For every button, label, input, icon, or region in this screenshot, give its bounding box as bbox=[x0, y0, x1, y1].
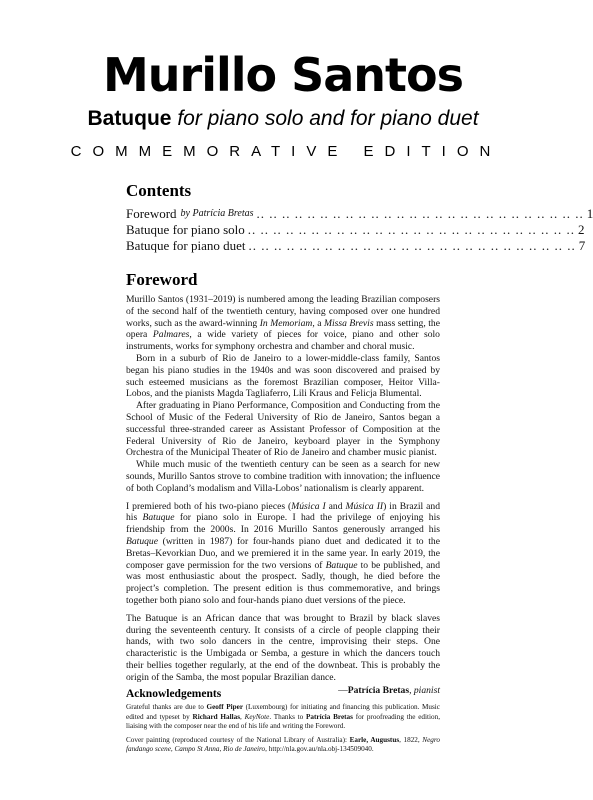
text-run-italic: Música II bbox=[345, 500, 384, 512]
foreword-paragraph-1 bbox=[126, 294, 440, 353]
text-run: and bbox=[325, 500, 346, 512]
foreword-paragraph-3: After graduating in Piano Performance, Composition and Conducting from the School of Music of the Federal University of Rio de Janeiro, Santos began a successful three-stranded career as Assistant Professor of Composition at the Federal University of Rio de Janeiro, keyboard player in the Symphony Orchestra of the Municipal Theater of Rio de Janeiro and chamber music pianist. bbox=[126, 400, 440, 459]
text-run-italic: Batuque bbox=[126, 535, 158, 547]
text-run: , a bbox=[312, 317, 324, 329]
text-run-italic: Palmares bbox=[152, 329, 190, 341]
toc-entry-title: Batuque for piano duet bbox=[126, 238, 246, 253]
text-run-italic: Batuque bbox=[142, 512, 175, 524]
toc-leader-dots: .. .. .. .. .. .. .. .. .. .. .. .. .. .. .. .. .. .. .. .. .. .. .. .. .. .. bbox=[256, 206, 584, 221]
text-run: for piano solo in Europe. I had the privilege of enjoying his friendship from the 2000s. In 2016 Murillo Santos generously arranged his bbox=[126, 512, 440, 536]
text-run: , bbox=[240, 712, 245, 721]
text-run: to be published, and was most enthusiastic about the prospect. Sadly, though, he died before the project’s completion. The present edition is thus commemorative, and brings together both piano solo and four-hands piano duet versions of the piece. bbox=[126, 559, 441, 606]
signature-dash: — bbox=[338, 684, 348, 696]
text-run-italic: Missa Brevis bbox=[324, 317, 374, 329]
foreword-paragraph-4: While much music of the twentieth century can be seen as a search for new sounds, Murillo Santos strove to combine tradition with innovation; the influence of both Copland’s modalism and Villa-Lobos’ nationalism is clearly apparent. bbox=[126, 459, 440, 494]
text-run-italic: Música I bbox=[291, 500, 326, 512]
foreword-section bbox=[126, 270, 440, 697]
toc-entry-title: Batuque for piano solo bbox=[126, 222, 245, 237]
acknowledgements-paragraph-1 bbox=[126, 703, 440, 732]
acknowledgements-paragraph-2 bbox=[126, 736, 440, 755]
text-run: , a wide variety of pieces for voice, piano and other solo instruments, works for symphony orchestra and chamber and choral music. bbox=[126, 329, 440, 353]
work-title-line bbox=[0, 106, 566, 132]
text-run-bold: Richard Hallas bbox=[192, 712, 240, 721]
foreword-paragraph-6: The Batuque is an African dance that was brought to Brazil by black slaves during the seventeenth century. It consists of a circle of people clapping their hands, with two solo dancers in the centre, improvising their steps. One characteristic is the Umbigada or Semba, a gesture in which the dancers touch their bellies together regularly, at the end of the downbeat. This is probably the origin of the Samba, the most popular Brazilian dance. bbox=[126, 612, 440, 683]
text-run-bold: Patrícia Bretas bbox=[306, 712, 353, 721]
text-run-italic: KeyNote bbox=[244, 712, 270, 721]
acknowledgements-section bbox=[126, 688, 440, 755]
text-run: (written in 1987) for four-hands piano duet and dedicated it to the Bretas–Kevorkian Duo, and we premiered it in the same year. In early 2019, the composer gave permission for the two versions of bbox=[126, 535, 440, 571]
contents-section bbox=[126, 181, 593, 254]
text-run: , 1822, bbox=[399, 735, 423, 744]
foreword-heading: Foreword bbox=[126, 270, 198, 289]
text-run-bold: Earle, Augustus bbox=[349, 735, 400, 744]
text-run: Cover painting (reproduced courtesy of the National Library of Australia): bbox=[126, 735, 350, 744]
text-run: . Thanks to bbox=[269, 712, 306, 721]
foreword-body bbox=[126, 294, 440, 697]
acknowledgements-heading: Acknowledgements bbox=[126, 688, 222, 700]
text-run: I premiered both of his two-piano pieces ( bbox=[126, 500, 292, 512]
toc-entry-page: 2 bbox=[578, 222, 585, 237]
toc-entry-page: 7 bbox=[578, 238, 586, 253]
toc-entry-page: 1 bbox=[586, 206, 593, 221]
toc-leader-dots: .. .. .. .. .. .. .. .. .. .. .. .. .. .. .. .. .. .. .. .. .. .. .. .. .. .. bbox=[248, 238, 576, 253]
text-run: Murillo Santos (1931–2019) is numbered among the leading Brazilian composers of the second half of the twentieth century, having composed over one hundred works, such as the award-winning bbox=[126, 294, 440, 329]
text-run-bold: Geoff Piper bbox=[206, 703, 244, 711]
work-subtitle: for piano solo and for piano duet bbox=[177, 107, 479, 130]
work-title: Batuque bbox=[87, 107, 172, 130]
text-run-italic: Batuque bbox=[325, 559, 358, 571]
toc-entry-title: Foreword bbox=[126, 206, 177, 221]
foreword-paragraph-2: Born in a suburb of Rio de Janeiro to a lower-middle-class family, Santos began his piano studies in the 1940s and was soon discovered and praised by such esteemed musicians as the foremost Brazilian composer, Heitor Villa-Lobos, and the pianists Magda Tagliaferro, Lili Kraus and Felicja Blumental. bbox=[126, 352, 440, 400]
text-run-italic: Negro fandango scene, Campo St Anna, Rio de Janeiro bbox=[126, 735, 440, 754]
signature-name: Patrícia Bretas bbox=[347, 684, 410, 696]
edition-label: COMMEMORATIVE EDITION bbox=[70, 143, 502, 160]
text-run: mass setting, the opera bbox=[126, 317, 440, 341]
table-of-contents bbox=[126, 206, 593, 254]
foreword-paragraph-5 bbox=[126, 501, 440, 607]
toc-leader-dots: .. .. .. .. .. .. .. .. .. .. .. .. .. .. .. .. .. .. .. .. .. .. .. .. .. .. bbox=[247, 222, 576, 237]
text-run: for proofreading the edition, liaising with the composer near the end of his life and writing the Foreword. bbox=[126, 712, 440, 731]
text-run: ) in Brazil and his bbox=[126, 500, 440, 524]
composer-name: Murillo Santos bbox=[102, 48, 464, 102]
contents-heading: Contents bbox=[126, 181, 192, 200]
text-run: (Luxembourg) for initiating and financing this publication. Music edited and typeset by bbox=[126, 703, 440, 721]
toc-entry-piano-solo[interactable] bbox=[126, 222, 585, 238]
text-run-italic: In Memoriam bbox=[259, 317, 313, 329]
signature-role: , pianist bbox=[409, 684, 440, 696]
toc-entry-foreword[interactable] bbox=[126, 206, 593, 222]
toc-entry-piano-duet[interactable] bbox=[126, 238, 586, 254]
toc-entry-author: by Patrícia Bretas bbox=[180, 208, 254, 219]
text-run: Grateful thanks are due to bbox=[126, 703, 207, 711]
text-run: , http://nla.gov.au/nla.obj-134509040. bbox=[265, 745, 374, 754]
